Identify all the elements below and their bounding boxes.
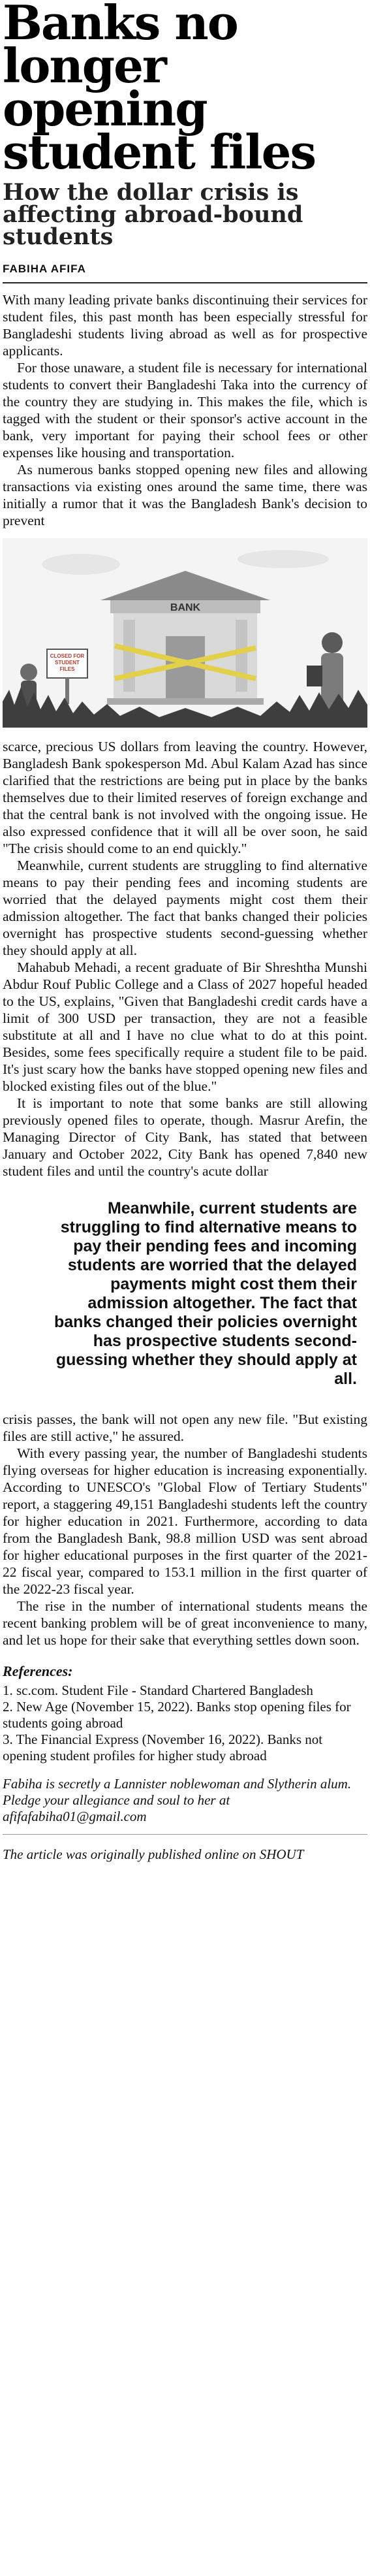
body-paragraph: Mahabub Mehadi, a recent graduate of Bir Shreshtha Munshi Abdur Rouf Public College and a Class of 2027 hopeful headed to the US, explains, "Given that Bangladeshi credit cards have a limit of 300 USD per transaction, they are not a feasible substitute at all and I have no clue what to do at this point. Besides, some fees specifically require a student file to be paid. It's just scary how the banks have stopped opening new files and blocked existing files out of the blue.": [3, 959, 367, 1094]
body-paragraph: For those unaware, a student file is necessary for international students to convert their Bangladeshi Taka into the currency of the country they are studying in. This makes the file, which is tagged with the student or their sponsor's active account in the bank, very important for paying their school fees or other expenses like housing and transportation.: [3, 360, 367, 460]
footer-divider: [3, 1834, 367, 1835]
bank-column: [123, 620, 135, 692]
bank-column: [236, 620, 247, 692]
body-paragraph: Meanwhile, current students are struggling to find alternative means to pay their pending fees and incoming students are worried that the delayed payments might cost them their admission altogether. The fact that banks changed their policies overnight has prospective students second-guessing whether they should apply at all.: [3, 858, 367, 958]
footer-note: The article was originally published online on SHOUT: [3, 1846, 304, 1862]
headline: Banks no longer opening student files: [3, 0, 315, 180]
body-after-image: [3, 738, 367, 1180]
bank-closed-illustration: [3, 538, 367, 728]
student-head: [20, 664, 37, 681]
body-paragraph: The rise in the number of international students means the recent banking problem will be of great inconvenience to many, and let us hope for their sake that everything settles down soon.: [3, 1598, 367, 1648]
deck: How the dollar crisis is affecting abroad-bound students: [3, 179, 303, 250]
reference-item: 1. sc.com. Student File - Standard Chartered Bangladesh: [3, 1682, 313, 1698]
body-paragraph: As numerous banks stopped opening new files and allowing transactions via existing ones around the same time, there was initially a rumor that it was the Bangladesh Bank's decision to prevent: [3, 462, 367, 528]
body-paragraph: crisis passes, the bank will not open any new file. "But existing files are still active," he assured.: [3, 1411, 367, 1444]
reference-item: 3. The Financial Express (November 16, 2022). Banks not opening student profiles for higher study abroad: [3, 1731, 323, 1763]
body-after-quote: [3, 1411, 367, 1649]
article-illustration: [3, 538, 367, 728]
cloud-icon: [238, 550, 329, 568]
body-before-image: [3, 291, 367, 529]
body-paragraph: It is important to note that some banks are still allowing previously opened files to operate, though. Masrur Arefin, the Managing Director of City Bank, has stated that between January and October 2022, City Bank has opened 7,840 new student files and until the country's acute dollar: [3, 1095, 367, 1179]
references-heading: References:: [3, 1663, 73, 1679]
body-paragraph: With many leading private banks discontinuing their services for student files, this past month has been especially stressful for Bangladeshi students living abroad as well as for prospective applicants.: [3, 292, 367, 359]
byline-divider: [3, 282, 367, 283]
author-bio: Fabiha is secretly a Lannister noblewoman and Slytherin alum. Pledge your allegiance and soul to her at afifafabiha01@gmail.com: [3, 1776, 352, 1824]
student-head: [322, 632, 343, 653]
student-folder: [307, 666, 322, 686]
references-list: [3, 1682, 367, 1764]
reference-item: 2. New Age (November 15, 2022). Banks stop opening files for students going abroad: [3, 1699, 351, 1731]
placard-text: CLOSED FOR STUDENT FILES: [50, 653, 85, 672]
body-paragraph: With every passing year, the number of Bangladeshi students flying overseas for higher education is increasing exponentially. According to UNESCO's "Global Flow of Tertiary Students" report, a staggering 49,151 Bangladeshi students left the country for higher education in 2021. Furthermore, according to data from the Bangladesh Bank, 98.8 million USD was sent abroad for higher educational purposes in the first quarter of the 2021-22 fiscal year, compared to 153.1 million in the first quarter of the 2022-23 fiscal year.: [3, 1445, 367, 1597]
cloud-icon: [42, 554, 120, 575]
bank-steps: [107, 698, 264, 705]
pull-quote: Meanwhile, current students are struggling to find alternative means to pay their pending fees and incoming students are worried that the delayed payments might cost them their admission altogether. The fact that banks changed their policies overnight has prospective students second-guessing whether they should apply at all.: [54, 1199, 357, 1388]
bank-sign-text: BANK: [170, 602, 201, 613]
byline: FABIHA AFIFA: [3, 263, 86, 275]
body-paragraph: scarce, precious US dollars from leaving the country. However, Bangladesh Bank spokesperson Md. Abul Kalam Azad has since clarified that the restrictions are being put in place by the banks themselves due to their limited reserves of foreign exchange and that the central bank is not involved with the ongoing issue. He also expressed confidence that it will all be over soon, he said "The crisis should come to an end quickly.": [3, 739, 367, 856]
